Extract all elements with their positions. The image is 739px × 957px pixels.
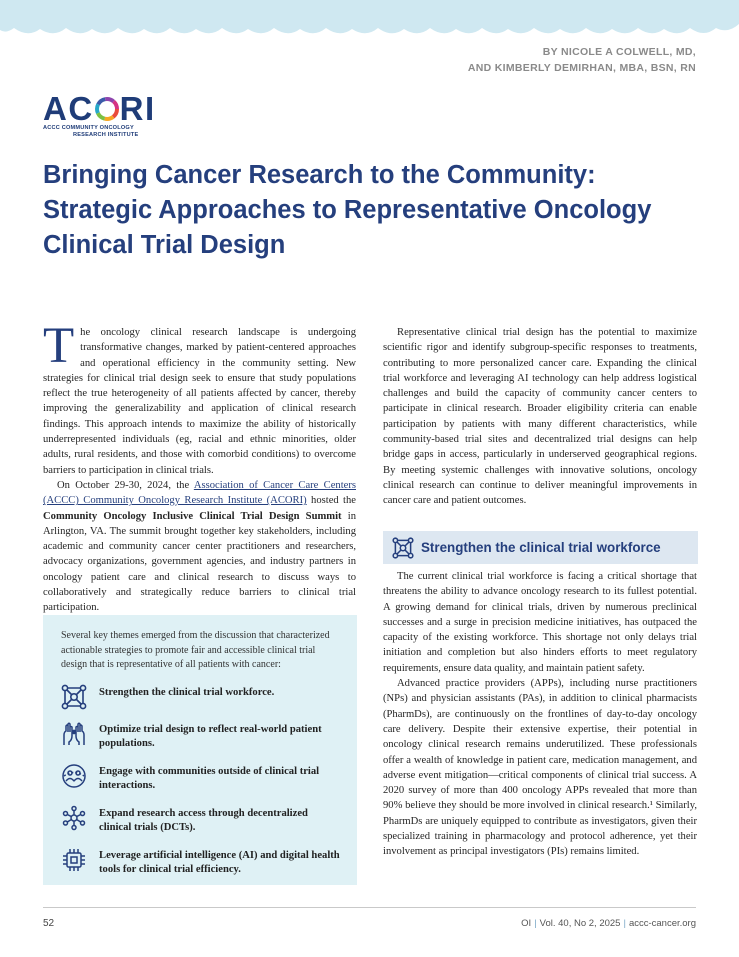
logo-sub-line-2: RESEARCH INSTITUTE [73,132,139,138]
logo-letters-ri: RI [119,90,156,127]
theme-label: Engage with communities outside of clinical trial interactions. [99,765,320,791]
theme-item [61,684,341,710]
title-line-1: Bringing Cancer Research to the Community: [43,161,596,189]
theme-label: Expand research access through decentralized clinical trials (DCTs). [99,807,308,833]
left-column [43,318,357,616]
theme-label: Leverage artificial intelligence (AI) and digital health tools for clinical trial efficiency. [99,849,340,875]
theme-item [61,805,341,836]
theme-item [61,721,341,752]
byline-line-2: AND KIMBERLY DEMIRHAN, MBA, BSN, RN [467,62,696,74]
logo-wordmark [43,90,163,127]
key-themes-box [43,615,357,885]
acori-logo [43,90,163,139]
page-number: 52 [43,918,55,929]
logo-ring-icon [94,96,120,122]
key-themes-intro: Several key themes emerged from the discussion that characterized actionable strategies to promote fair and accessible clinical trial design that is representative of all patients with cancer: [61,630,330,670]
drop-cap: T [43,318,75,374]
theme-item [61,763,341,794]
theme-label: Optimize trial design to reflect real-world patient populations. [99,723,322,749]
network-icon [392,537,414,559]
hands-icon [61,721,87,747]
title-line-3: Clinical Trial Design [43,231,286,259]
title-line-2: Strategic Approaches to Representative Oncology [43,196,652,224]
section-heading-text: Strengthen the clinical trial workforce [421,540,661,555]
intro-paragraph [43,318,356,478]
right-column-bottom [383,569,697,860]
summit-name: Community Oncology Inclusive Clinical Trial Design Summit [43,510,342,522]
volume-info: Vol. 40, No 2, 2025 [539,918,621,929]
article-title [43,158,703,263]
network-icon [61,684,87,710]
logo-subtitle [43,125,163,139]
theme-item [61,847,341,878]
chip-icon [61,847,87,873]
workforce-paragraph-2: Advanced practice providers (APPs), including nurse practitioners (NPs) and physician assistants (PAs), in addition to clinical pharmacists (PharmDs), are continuously on the frontlines of day-to-day oncology care delivery. Despite their extensive expertise, their potential in oncology clinical research remains underutilized. These professionals offer a wealth of knowledge in patient care, medication management, and adverse event mitigation—critical components of clinical trial success. A 2020 survey of more than 400 oncology APPs revealed that more than 90% believe they should be more involved in clinical research.¹ Similarly, PharmDs are uniquely equipped to contribute as investigators, given their specialized training in pharmacology and protocol adherence, yet their involvement as principal investigators (PIs) remains limited. [383,678,697,858]
workforce-paragraph-1: The current clinical trial workforce is facing a critical shortage that threatens the ability to advance oncology research to its fullest potential. A growing demand for clinical trials, driven by numerous preclinical successes and a surge in precision medicine initiatives, has outpaced the capacity of the existing workforce. This shortage not only delays trial initiation and completion but also hinders efforts to meet regulatory requirements, ensure data quality, and maintain patient safety. [383,571,697,674]
logo-letters-ac: AC [43,90,94,127]
representative-design-paragraph: Representative clinical trial design has the potential to maximize scientific rigor and identify subgroup-specific responses to treatments, contributing to more personalized cancer care. Expanding the clinical trial workforce and leveraging AI technology can help address logistical challenges and build the capacity of community cancer centers to participate in clinical research. Broader eligibility criteria can enable participation by patients with many different characteristics, while community-based trial sites and decentralized trial designs can help bridge gaps in access, particularly in underserved geographical regions. By meeting systemic challenges with innovative solutions, oncology clinical research can continue to deliver meaningful improvements in cancer care and patient outcomes. [383,327,697,507]
byline [468,44,696,76]
acori-link[interactable]: Association of Cancer Care Centers (ACCC) Community Oncology Research Institute (ACORI) [43,479,356,507]
cloud-banner [0,0,739,40]
summit-paragraph: On October 29-30, 2024, the Association of Cancer Care Centers (ACCC) Community Oncology Research Institute (ACORI) hosted the Community Oncology Inclusive Clinical Trial Design Summit in Arlington, VA. The summit brought together key stakeholders, including academic and community cancer center practitioners and researchers, advocacy organizations, government agencies, and industry partners in oncology patient care and clinical research to discuss ways to collaboratively and strategically reduce barriers to clinical trial participation. [43,479,357,614]
section-heading-workforce [383,531,698,564]
website-link[interactable]: accc-cancer.org [628,918,696,929]
byline-line-1: BY NICOLE A COLWELL, MD, [542,46,696,58]
intro-text: he oncology clinical research landscape is undergoing transformative changes, marked by patient-centered approaches and operational efficiency in the community setting. New strategies for clinical trial design seek to ensure that study populations reflect the true heterogeneity of all patients affected by cancer, thereby improving the generalizability and application of clinical research findings. This approach intends to maximize the ability of historically underrepresented individuals (eg, racial and ethnic minorities, older adults, rural residents, and those with comorbid conditions) to overcome barriers to participation in clinical trials. [43,327,356,476]
journal-abbrev: OI [521,918,532,929]
footer-citation: OI | Vol. 40, No 2, 2025 | accc-cancer.org [521,918,696,929]
footer-divider [43,907,696,908]
theme-label: Strengthen the clinical trial workforce. [99,686,275,698]
right-column-top [383,325,697,509]
logo-sub-line-1: ACCC COMMUNITY ONCOLOGY [43,125,134,131]
globe-people-icon [61,763,87,789]
decentralized-icon [61,805,87,831]
